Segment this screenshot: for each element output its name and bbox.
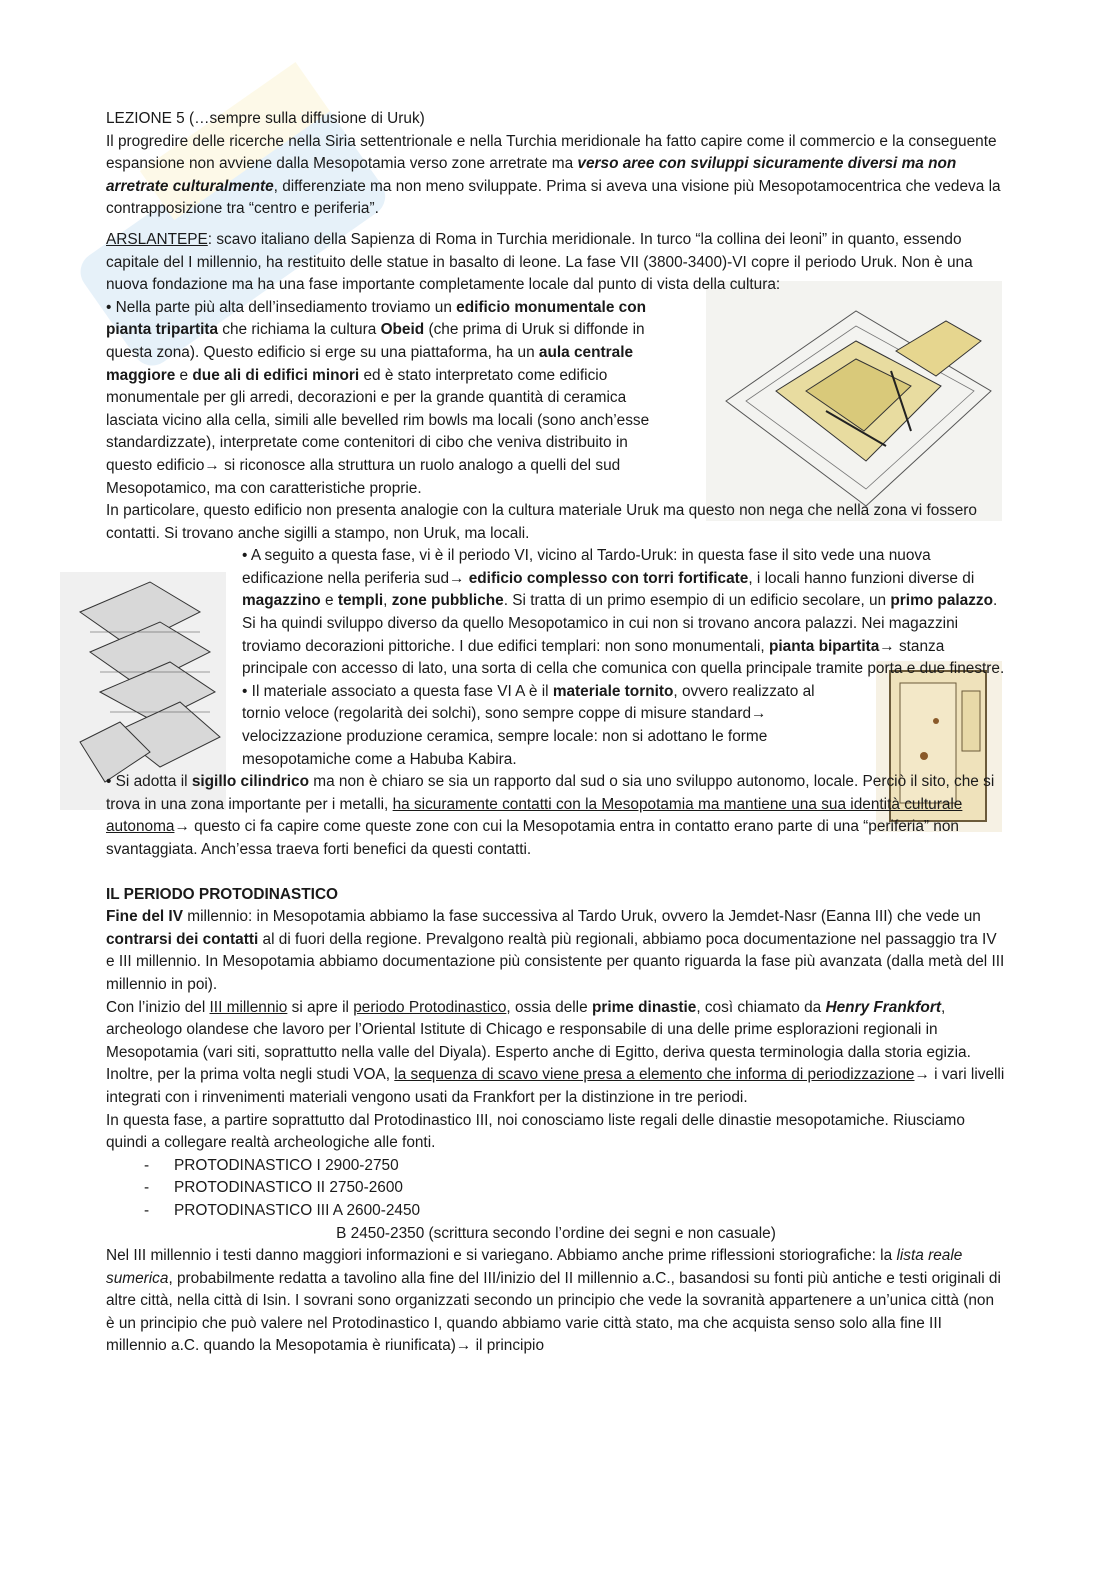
text: : scavo italiano della Sapienza di Roma in Turchia meridionale. In turco “la collina dei leoni” in quanto, essendo capitale del I millennio, ha restituito delle statue in basalto di leone. La fase VII (3800-3400)-VI copre il periodo Uruk. Non è una nuova fondazione ma ha una fase importante completamente locale dal punto di vista della cultura: bbox=[106, 230, 973, 294]
term: primo palazzo bbox=[890, 592, 994, 610]
text: stanza principale con accesso di lato, una sorta di cella che comunica con quella principale tramite porta e due finestre. bbox=[242, 637, 1005, 678]
periods-list bbox=[106, 1155, 1006, 1223]
arslantepe-paragraph bbox=[106, 229, 1006, 297]
proto-paragraph-1 bbox=[106, 906, 1006, 996]
bullet-monumental-building bbox=[106, 297, 676, 500]
underlined-text: la sequenza di scavo viene presa a elemento che informa di periodizzazione bbox=[394, 1066, 915, 1084]
underlined-text: periodo Protodinastico bbox=[353, 998, 507, 1016]
text: Nel III millennio i testi danno maggiori informazioni e si variegano. Abbiamo anche prime riflessioni storiografiche: la bbox=[106, 1247, 897, 1265]
text: , ovvero realizzato al tornio veloce (regolarità dei solchi), sono sempre coppe di misure standard bbox=[242, 682, 815, 723]
text: velocizzazione produzione ceramica, sempre locale: non si adottano le forme mesopotamiche come a Habuba Kabira. bbox=[242, 728, 768, 768]
arrow-icon: → bbox=[914, 1066, 930, 1084]
text: , ossia delle bbox=[506, 998, 592, 1016]
text: . Si ha quindi sviluppo diverso da quello Mesopotamico in cui non si trovano ancora palazzi. Nei magazzini troviamo decorazioni pittoriche. I due edifici templari: non sono monumentali, bbox=[242, 592, 998, 655]
intro-paragraph bbox=[106, 131, 1006, 221]
term: edificio complesso con torri fortificate bbox=[464, 569, 749, 587]
text: che richiama la cultura bbox=[218, 321, 381, 339]
text: , archeologo olandese che lavoro per l’Oriental Istitute di Chicago e responsabile di una delle prime esplorazioni regionali in Mesopotamia (vari siti, soprattutto nella valle del Diyala). Esperto anche di Egitto, deriva questa terminologia dalla storia egizia. Inoltre, per la prima volta negli studi VOA, bbox=[106, 998, 971, 1084]
text: i vari livelli integrati con i rinvenimenti materiali vengono usati da Frankfort per la distinzione in tre periodi. bbox=[106, 1066, 1005, 1106]
term: zone pubbliche bbox=[391, 592, 504, 610]
text: ed è stato interpretato come edificio monumentale per gli arredi, decorazioni e per la grande quantità di ceramica lasciata vicino alla cella, simili alle bevelled rim bowls ma locali (sono anch’esse standardizzate), interpretate come contenitori di cibo che veniva distribuito in questo edificio bbox=[106, 366, 650, 474]
underlined-text: III millennio bbox=[209, 998, 288, 1016]
text: , così chiamato da bbox=[696, 998, 826, 1016]
arrow-icon: → bbox=[174, 818, 190, 836]
text: • Si adotta il bbox=[106, 773, 192, 791]
document-body bbox=[106, 108, 1006, 1358]
section-heading: IL PERIODO PROTODINASTICO bbox=[106, 885, 339, 903]
text: . Si tratta di un primo esempio di un edificio secolare, un bbox=[503, 592, 891, 610]
term: templi bbox=[337, 592, 384, 610]
list-item: - PROTODINASTICO III A 2600-2450 bbox=[106, 1200, 1006, 1223]
arrow-icon: → bbox=[751, 705, 767, 723]
term: contrarsi dei contatti bbox=[106, 930, 259, 948]
text: millennio: in Mesopotamia abbiamo la fase successiva al Tardo Uruk, ovvero la Jemdet-Nasr (Eanna III) che vede un bbox=[182, 908, 981, 926]
site-name: ARSLANTEPE bbox=[106, 230, 208, 248]
text: , i locali hanno funzioni diverse di bbox=[748, 569, 975, 587]
bullet-cylinder-seal bbox=[106, 771, 1006, 861]
text: ma non è chiaro se sia un rapporto dal sud o sia uno sviluppo autonomo, locale. Perciò il sito, che si trova in una zona importante per i metalli, bbox=[106, 773, 995, 813]
text: • Il materiale associato a questa fase VI A è il bbox=[242, 682, 553, 700]
term: edificio monumentale con pianta tripartita bbox=[106, 298, 647, 339]
person-name: Henry Frankfort bbox=[825, 998, 941, 1016]
bullet-material bbox=[242, 681, 846, 771]
work-title: lista reale sumerica bbox=[106, 1247, 963, 1287]
arrow-icon: → bbox=[204, 456, 220, 474]
text: , probabilmente redatta a tavolino alla fine del III/inizio del II millennio a.C., basandosi su fonti più antiche e testi originali di altre città, nella città di Isin. I sovrani sono organizzati secondo un principio che vede la sovranità appartenere a un’unica città (non è un principio che può valere nel Protodinastico I, quando abbiamo varie città stato, ma che acquista senso solo alla fine III millennio a.C. quando la Mesopotamia è riunificata) bbox=[106, 1269, 1001, 1355]
text: Il progredire delle ricerche nella Siria settentrionale e nella Turchia meridionale ha fatto capire come il commercio e la conseguente espansione non avviene dalla Mesopotamia verso zone arretrate ma bbox=[106, 132, 997, 173]
list-item: - PROTODINASTICO II 2750-2600 bbox=[106, 1177, 1006, 1200]
text: , bbox=[383, 592, 392, 610]
text: questo ci fa capire come queste zone con cui la Mesopotamia entra in contatto erano parte di una “periferia” non svantaggiata. Anch’essa traeva forti benefici da questi contatti. bbox=[106, 818, 959, 858]
arrow-icon: → bbox=[449, 569, 465, 587]
text: il principio bbox=[471, 1337, 545, 1355]
page-title: LEZIONE 5 (…sempre sulla diffusione di Uruk) bbox=[106, 110, 425, 127]
term: aula centrale maggiore bbox=[106, 343, 634, 384]
proto-paragraph-3: In questa fase, a partire soprattutto dal Protodinastico III, noi conosciamo liste regali delle dinastie mesopotamiche. Riusciamo quindi a collegare realtà archeologiche alle fonti. bbox=[106, 1111, 965, 1152]
text: e bbox=[175, 366, 193, 384]
term: due ali di edifici minori bbox=[192, 366, 360, 384]
text: al di fuori della regione. Prevalgono realtà più regionali, abbiamo poca documentazione nel passaggio tra IV e III millennio. In Mesopotamia abbiamo documentazione più consistente per quanto riguarda la fase più avanzata (dalla metà del III millennio in poi). bbox=[106, 930, 1005, 993]
term: sigillo cilindrico bbox=[191, 773, 309, 791]
arrow-icon: → bbox=[879, 637, 895, 655]
emphasis: verso aree con sviluppi sicuramente diversi ma non arretrate culturalmente bbox=[106, 155, 957, 195]
contacts-paragraph: In particolare, questo edificio non presenta analogie con la cultura materiale Uruk ma questo non nega che nella zona vi fossero contatti. Si trovano anche sigilli a stampo, non Uruk, ma locali. bbox=[106, 502, 977, 542]
text: si riconosce alla struttura un ruolo analogo a quelli del sud Mesopotamico, ma con caratteristiche proprie. bbox=[106, 456, 621, 497]
term: pianta bipartita bbox=[768, 637, 880, 655]
text: , differenziate ma non meno sviluppate. Prima si aveva una visione più Mesopotamocentrica che vedeva la contrapposizione tra “centro e periferia”. bbox=[106, 177, 1001, 218]
proto-paragraph-4 bbox=[106, 1245, 1006, 1358]
term: magazzino bbox=[242, 592, 321, 610]
proto-paragraph-2 bbox=[106, 997, 1006, 1110]
term: Fine del IV bbox=[106, 908, 183, 926]
term: Obeid bbox=[380, 321, 425, 339]
period-b-line: B 2450-2350 (scrittura secondo l’ordine dei segni e non casuale) bbox=[336, 1224, 776, 1242]
term: materiale tornito bbox=[552, 682, 674, 700]
underlined-text: ha sicuramente contatti con la Mesopotamia ma mantiene una sua identità culturale autonoma bbox=[106, 795, 963, 836]
text: • Nella parte più alta dell’insediamento troviamo un bbox=[106, 298, 457, 316]
arrow-icon: → bbox=[455, 1337, 472, 1355]
term: prime dinastie bbox=[591, 998, 697, 1016]
text: e bbox=[320, 592, 338, 610]
text: si apre il bbox=[287, 998, 354, 1016]
text: • A seguito a questa fase, vi è il periodo VI, vicino al Tardo-Uruk: in questa fase il sito vede una nuova edificazione nella periferia sud bbox=[242, 547, 931, 587]
bullet-period-vi bbox=[242, 545, 1006, 681]
text: (che prima di Uruk si diffonde in questa zona). Questo edificio si erge su una piattaforma, ha un bbox=[106, 321, 645, 361]
list-item: - PROTODINASTICO I 2900-2750 bbox=[106, 1155, 1006, 1178]
text: Con l’inizio del bbox=[106, 998, 210, 1016]
